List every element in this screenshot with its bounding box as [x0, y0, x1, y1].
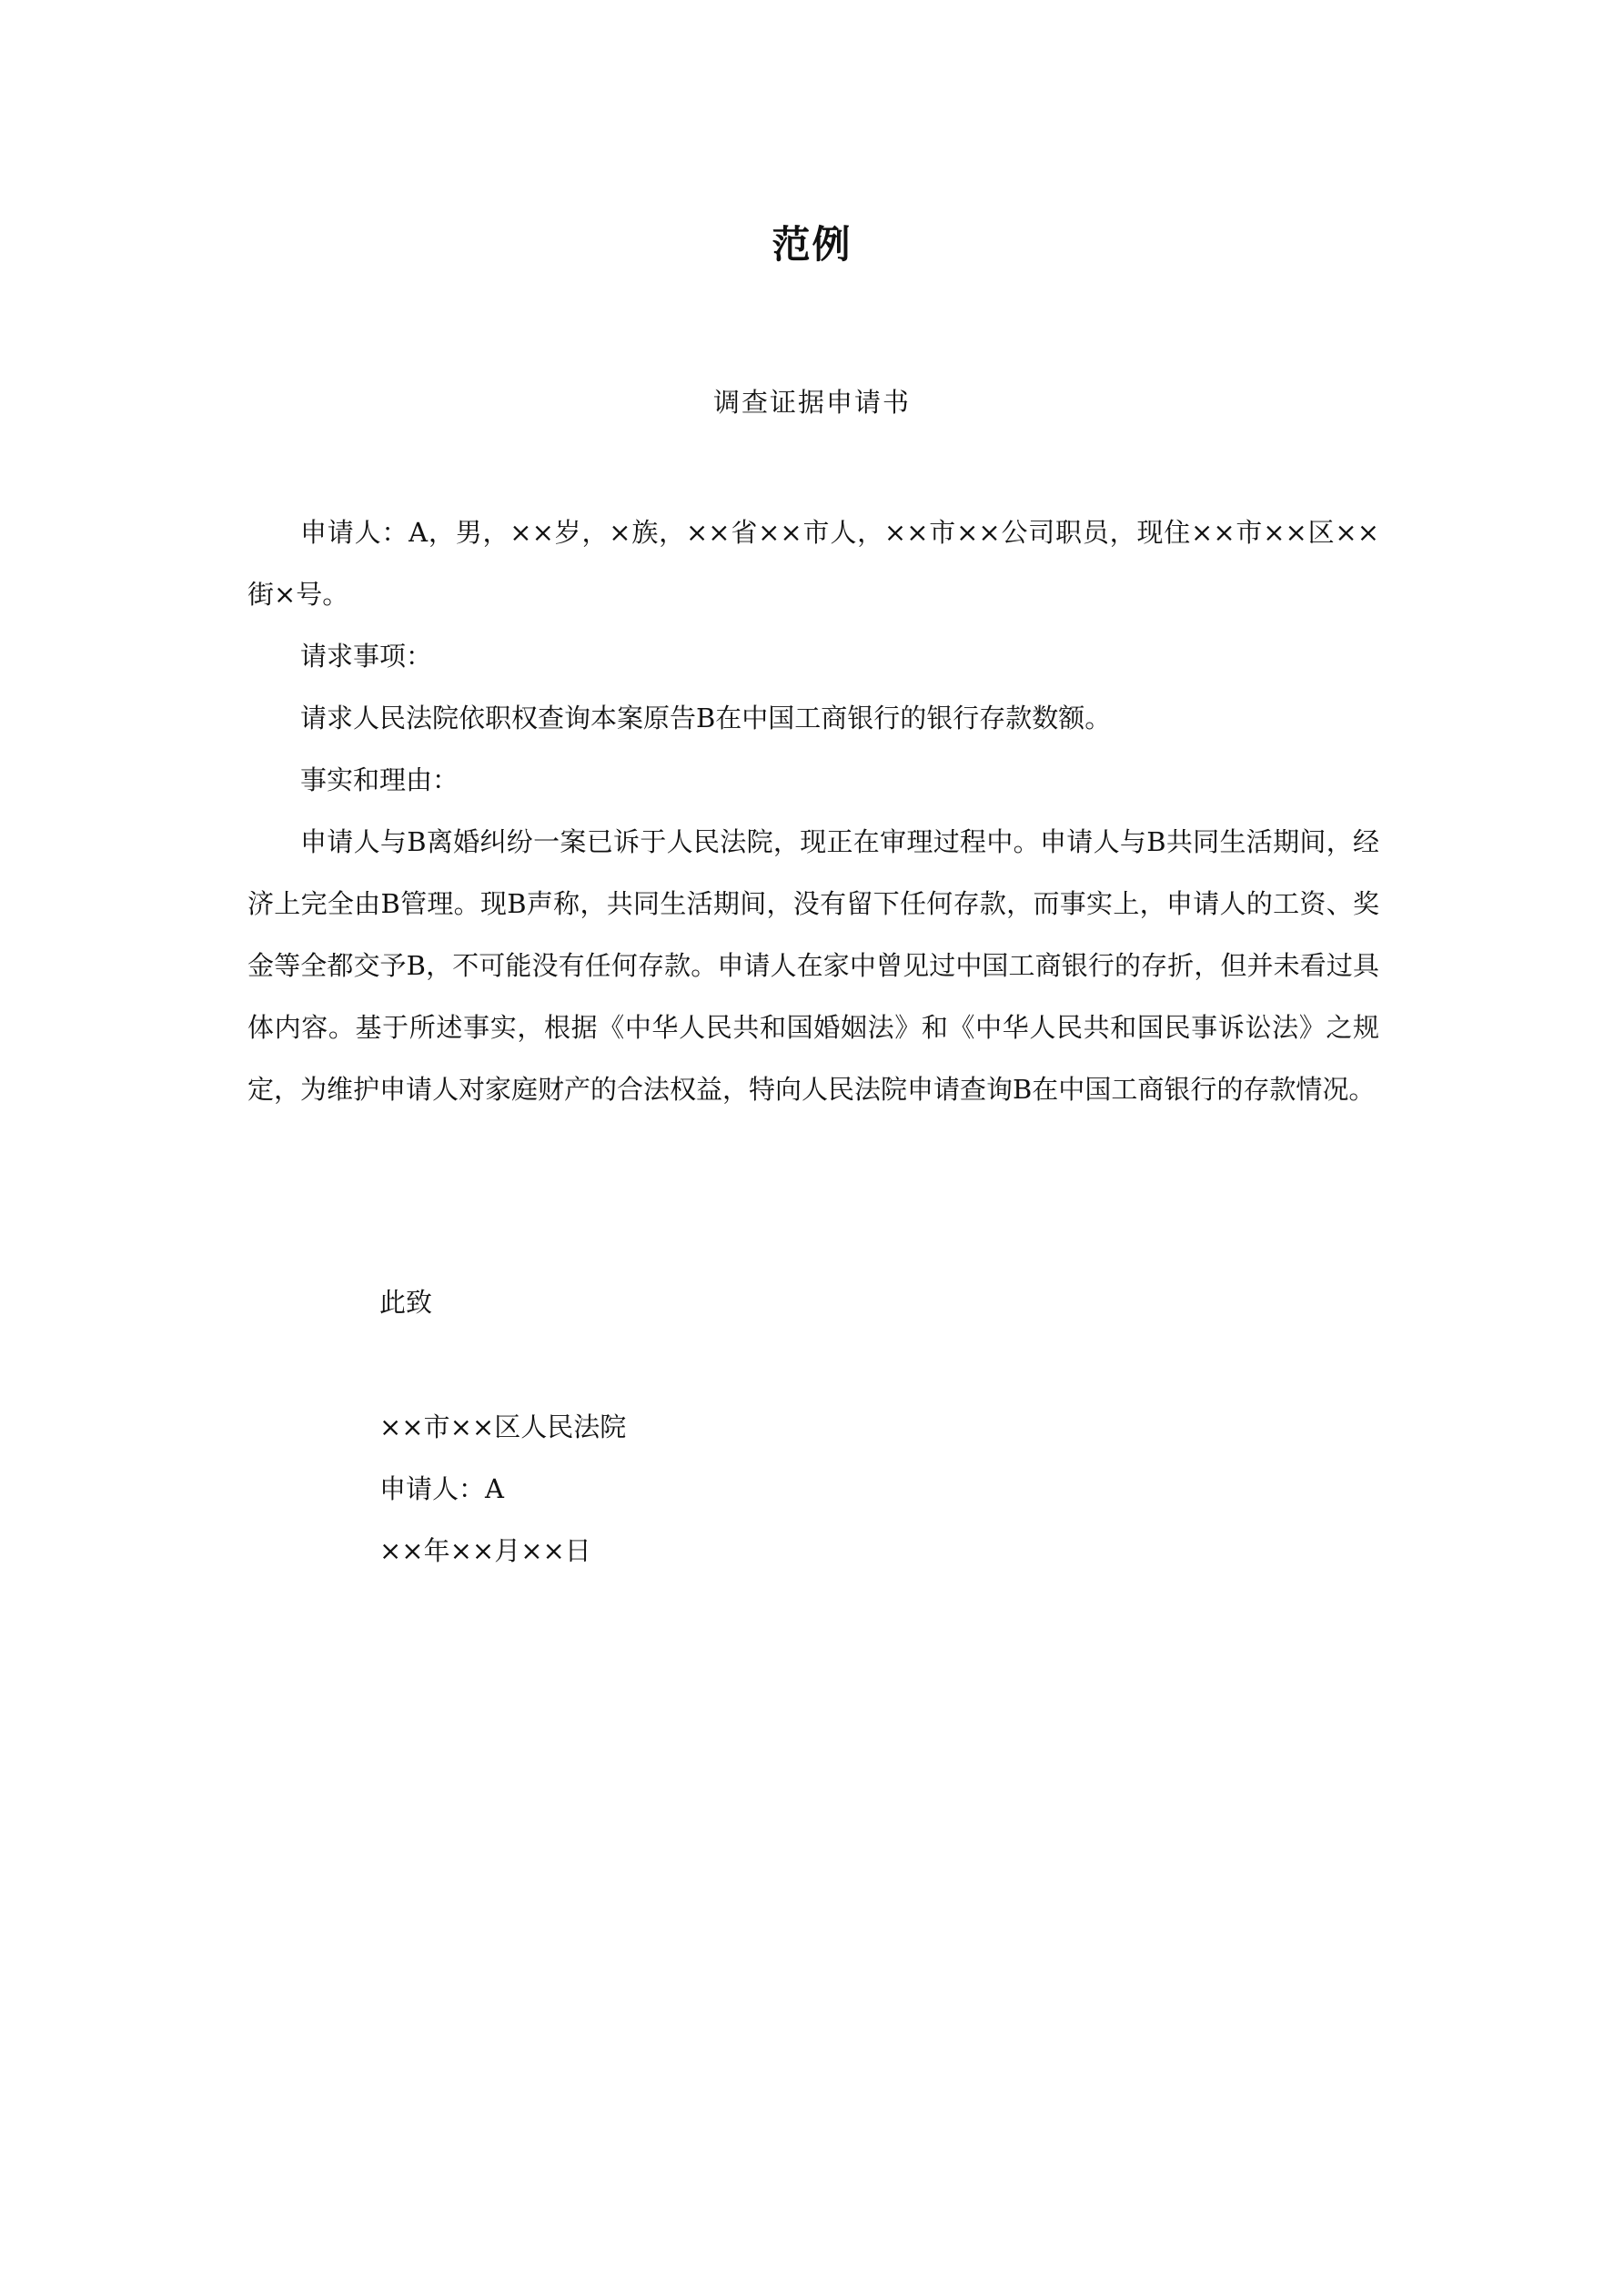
document-body	[247, 501, 1379, 1120]
applicant-info-paragraph: 申请人：A，男，××岁，×族，××省××市人，××市××公司职员，现住××市××区××街×号。	[247, 517, 1379, 610]
court-name: ××市××区人民法院	[379, 1411, 627, 1442]
salutation-text: 此致	[379, 1287, 433, 1318]
request-paragraph: 请求人民法院依职权查询本案原告B在中国工商银行的银行存款数额。	[300, 703, 1112, 733]
facts-heading: 事实和理由：	[300, 764, 459, 795]
request-heading: 请求事项：	[300, 641, 433, 672]
closing-signature-block	[379, 1396, 626, 1582]
signature-date: ××年××月××日	[379, 1535, 591, 1566]
document-title: 调查证据申请书	[712, 387, 911, 418]
applicant-signature: 申请人：A	[379, 1473, 504, 1504]
closing-salutation	[379, 1271, 432, 1333]
page-heading: 范例	[772, 222, 852, 267]
facts-paragraph: 申请人与B离婚纠纷一案已诉于人民法院，现正在审理过程中。申请人与B共同生活期间，经济上完全由B管理。现B声称，共同生活期间，没有留下任何存款，而事实上，申请人的工资、奖金等全都交予B，不可能没有任何存款。申请人在家中曾见过中国工商银行的存折，但并未看过具体内容。基于所述事实，根据《中华人民共和国婚姻法》和《中华人民共和国民事诉讼法》之规定，为维护申请人对家庭财产的合法权益，特向人民法院申请查询B在中国工商银行的存款情况。	[247, 826, 1379, 1105]
